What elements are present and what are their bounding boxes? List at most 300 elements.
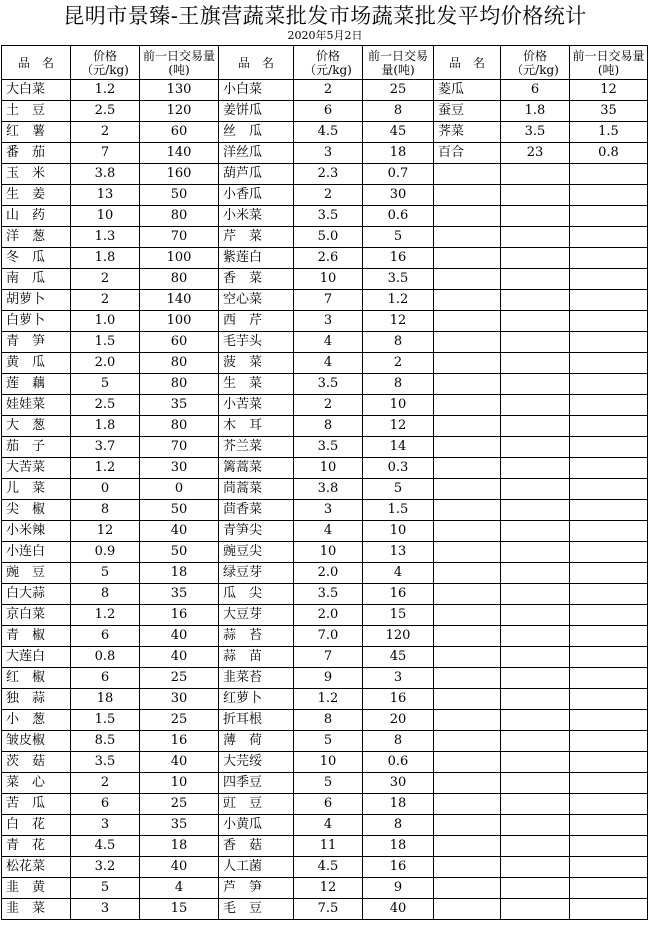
- cell-name: 洋丝瓜: [219, 143, 294, 164]
- cell-price: 1.2: [71, 458, 140, 479]
- table-row: [2, 689, 648, 710]
- cell-name: 木 耳: [219, 416, 294, 437]
- cell-price: [501, 878, 570, 899]
- table-row: [2, 416, 648, 437]
- cell-price: [501, 794, 570, 815]
- cell-price: 5: [71, 563, 140, 584]
- cell-volume: [570, 332, 648, 353]
- cell-price: [501, 479, 570, 500]
- cell-price: 1.8: [71, 248, 140, 269]
- cell-name: 蚕豆: [434, 101, 501, 122]
- cell-name: 丝 瓜: [219, 122, 294, 143]
- cell-name: [434, 626, 501, 647]
- cell-name: [434, 731, 501, 752]
- table-row: [2, 374, 648, 395]
- cell-volume: 60: [140, 332, 219, 353]
- cell-volume: [570, 185, 648, 206]
- cell-name: [434, 584, 501, 605]
- header-name-3: 品 名: [434, 46, 501, 80]
- cell-price: 2.5: [71, 101, 140, 122]
- cell-price: 1.3: [71, 227, 140, 248]
- cell-volume: 16: [140, 605, 219, 626]
- cell-name: 韭 黄: [2, 878, 71, 899]
- cell-name: 豌 豆: [2, 563, 71, 584]
- cell-price: 3.5: [501, 122, 570, 143]
- table-row: [2, 269, 648, 290]
- cell-price: 8.5: [71, 731, 140, 752]
- cell-volume: [570, 773, 648, 794]
- cell-price: [501, 626, 570, 647]
- table-row: [2, 731, 648, 752]
- cell-name: [434, 542, 501, 563]
- cell-price: 1.8: [71, 416, 140, 437]
- cell-name: 小白菜: [219, 80, 294, 101]
- cell-name: 姜饼瓜: [219, 101, 294, 122]
- cell-price: 4.5: [294, 857, 363, 878]
- cell-name: 折耳根: [219, 710, 294, 731]
- table-row: [2, 668, 648, 689]
- cell-price: 3.5: [71, 752, 140, 773]
- cell-price: [501, 248, 570, 269]
- cell-price: 12: [294, 878, 363, 899]
- cell-name: [434, 164, 501, 185]
- cell-name: 青笋尖: [219, 521, 294, 542]
- table-row: [2, 248, 648, 269]
- cell-name: 小连白: [2, 542, 71, 563]
- cell-price: [501, 605, 570, 626]
- cell-price: 2: [294, 185, 363, 206]
- cell-volume: 16: [363, 689, 434, 710]
- cell-volume: 16: [363, 584, 434, 605]
- cell-name: 土 豆: [2, 101, 71, 122]
- cell-price: 7.5: [294, 899, 363, 920]
- cell-volume: [570, 899, 648, 920]
- cell-volume: 10: [363, 395, 434, 416]
- cell-price: [501, 374, 570, 395]
- cell-volume: 12: [570, 80, 648, 101]
- table-row: [2, 290, 648, 311]
- cell-name: 洋 葱: [2, 227, 71, 248]
- cell-volume: [570, 458, 648, 479]
- cell-price: [501, 206, 570, 227]
- cell-name: 薄 荷: [219, 731, 294, 752]
- price-table: [1, 45, 648, 920]
- cell-name: 豌豆尖: [219, 542, 294, 563]
- cell-price: [501, 311, 570, 332]
- cell-price: 3: [71, 899, 140, 920]
- cell-name: 生 姜: [2, 185, 71, 206]
- cell-price: 2: [71, 122, 140, 143]
- cell-name: [434, 752, 501, 773]
- cell-volume: [570, 500, 648, 521]
- cell-volume: 16: [363, 248, 434, 269]
- cell-price: [501, 689, 570, 710]
- table-row: [2, 185, 648, 206]
- cell-price: 3.8: [294, 479, 363, 500]
- cell-volume: 12: [363, 311, 434, 332]
- cell-volume: 20: [363, 710, 434, 731]
- header-volume-1: 前一日交易量(吨): [140, 46, 219, 80]
- cell-volume: 140: [140, 290, 219, 311]
- cell-name: [434, 248, 501, 269]
- cell-name: [434, 290, 501, 311]
- cell-name: 松花菜: [2, 857, 71, 878]
- table-row: [2, 143, 648, 164]
- cell-name: 白萝卜: [2, 311, 71, 332]
- cell-volume: 45: [363, 647, 434, 668]
- cell-price: 13: [71, 185, 140, 206]
- cell-price: [501, 710, 570, 731]
- cell-volume: 70: [140, 227, 219, 248]
- cell-volume: [570, 647, 648, 668]
- cell-volume: [570, 248, 648, 269]
- table-row: [2, 794, 648, 815]
- cell-price: [501, 542, 570, 563]
- cell-price: [501, 290, 570, 311]
- cell-price: 6: [71, 668, 140, 689]
- cell-price: 6: [71, 794, 140, 815]
- cell-name: 毛 豆: [219, 899, 294, 920]
- cell-name: 芥兰菜: [219, 437, 294, 458]
- cell-volume: [570, 689, 648, 710]
- cell-volume: 5: [363, 479, 434, 500]
- cell-volume: 35: [570, 101, 648, 122]
- cell-volume: [570, 626, 648, 647]
- cell-price: [501, 353, 570, 374]
- cell-name: 玉 米: [2, 164, 71, 185]
- cell-volume: 50: [140, 542, 219, 563]
- cell-volume: [570, 290, 648, 311]
- cell-price: 8: [71, 584, 140, 605]
- cell-price: 3.5: [294, 584, 363, 605]
- cell-volume: 50: [140, 500, 219, 521]
- cell-volume: 100: [140, 311, 219, 332]
- cell-name: [434, 521, 501, 542]
- cell-name: 香 菜: [219, 269, 294, 290]
- cell-volume: [570, 878, 648, 899]
- table-row: [2, 542, 648, 563]
- cell-name: 香 菇: [219, 836, 294, 857]
- cell-volume: 30: [140, 458, 219, 479]
- cell-volume: 13: [363, 542, 434, 563]
- cell-name: [434, 437, 501, 458]
- cell-volume: 0.7: [363, 164, 434, 185]
- cell-volume: 25: [140, 794, 219, 815]
- cell-volume: 0.3: [363, 458, 434, 479]
- cell-volume: 120: [363, 626, 434, 647]
- cell-name: 菱瓜: [434, 80, 501, 101]
- cell-name: 小米菜: [219, 206, 294, 227]
- cell-price: 5.0: [294, 227, 363, 248]
- cell-volume: 80: [140, 269, 219, 290]
- cell-price: [501, 227, 570, 248]
- table-row: [2, 647, 648, 668]
- cell-volume: 40: [140, 647, 219, 668]
- cell-name: [434, 878, 501, 899]
- cell-volume: 80: [140, 353, 219, 374]
- table-row: [2, 227, 648, 248]
- cell-price: 5: [294, 731, 363, 752]
- cell-name: [434, 689, 501, 710]
- cell-name: 红 薯: [2, 122, 71, 143]
- cell-volume: [570, 479, 648, 500]
- cell-volume: 18: [140, 563, 219, 584]
- cell-volume: 14: [363, 437, 434, 458]
- cell-price: 3.5: [294, 206, 363, 227]
- table-row: [2, 773, 648, 794]
- cell-price: [501, 584, 570, 605]
- page-title: 昆明市景臻-王旗营蔬菜批发市场蔬菜批发平均价格统计: [63, 4, 587, 28]
- cell-name: 瓜 尖: [219, 584, 294, 605]
- cell-volume: 3.5: [363, 269, 434, 290]
- cell-volume: 35: [140, 584, 219, 605]
- cell-volume: 80: [140, 374, 219, 395]
- cell-price: 18: [71, 689, 140, 710]
- cell-name: 京白菜: [2, 605, 71, 626]
- cell-name: 茨 菇: [2, 752, 71, 773]
- cell-volume: [570, 731, 648, 752]
- cell-name: [434, 899, 501, 920]
- cell-price: 2.6: [294, 248, 363, 269]
- cell-price: 5: [71, 878, 140, 899]
- cell-price: 2.0: [294, 563, 363, 584]
- cell-price: [501, 815, 570, 836]
- cell-name: 黄 瓜: [2, 353, 71, 374]
- cell-volume: 8: [363, 101, 434, 122]
- table-row: [2, 437, 648, 458]
- cell-name: [434, 857, 501, 878]
- cell-name: 茼蒿菜: [219, 479, 294, 500]
- header-price-1: 价格（元/kg): [71, 46, 140, 80]
- cell-name: 大莲白: [2, 647, 71, 668]
- cell-volume: 18: [363, 836, 434, 857]
- cell-volume: 40: [140, 626, 219, 647]
- cell-volume: 4: [140, 878, 219, 899]
- cell-price: 9: [294, 668, 363, 689]
- cell-name: [434, 374, 501, 395]
- cell-volume: [570, 563, 648, 584]
- cell-price: [501, 185, 570, 206]
- cell-price: 3: [294, 143, 363, 164]
- cell-volume: 2: [363, 353, 434, 374]
- cell-name: [434, 815, 501, 836]
- cell-price: 3: [294, 500, 363, 521]
- cell-volume: 3: [363, 668, 434, 689]
- cell-price: 3.5: [294, 374, 363, 395]
- cell-volume: 10: [363, 521, 434, 542]
- cell-price: 1.2: [294, 689, 363, 710]
- cell-name: 韭菜苔: [219, 668, 294, 689]
- table-row: [2, 500, 648, 521]
- cell-volume: [570, 206, 648, 227]
- cell-name: 小 葱: [2, 710, 71, 731]
- cell-volume: 130: [140, 80, 219, 101]
- cell-name: 青 椒: [2, 626, 71, 647]
- cell-name: 茄 子: [2, 437, 71, 458]
- cell-volume: [570, 374, 648, 395]
- cell-name: 尖 椒: [2, 500, 71, 521]
- table-row: [2, 164, 648, 185]
- cell-price: [501, 416, 570, 437]
- cell-name: [434, 773, 501, 794]
- table-row: [2, 878, 648, 899]
- table-row: [2, 584, 648, 605]
- cell-price: 6: [501, 80, 570, 101]
- cell-name: [434, 395, 501, 416]
- cell-name: [434, 458, 501, 479]
- cell-name: 空心菜: [219, 290, 294, 311]
- table-row: [2, 353, 648, 374]
- cell-price: [501, 857, 570, 878]
- cell-volume: 25: [363, 80, 434, 101]
- cell-price: 4.5: [71, 836, 140, 857]
- cell-volume: 8: [363, 815, 434, 836]
- cell-price: 1.8: [501, 101, 570, 122]
- cell-volume: [570, 542, 648, 563]
- cell-volume: [570, 437, 648, 458]
- cell-name: [434, 227, 501, 248]
- cell-volume: [570, 836, 648, 857]
- cell-volume: 1.2: [363, 290, 434, 311]
- cell-volume: 160: [140, 164, 219, 185]
- cell-name: 白大蒜: [2, 584, 71, 605]
- cell-name: 韭 菜: [2, 899, 71, 920]
- table-row: [2, 815, 648, 836]
- cell-name: 芦 笋: [219, 878, 294, 899]
- cell-price: 23: [501, 143, 570, 164]
- cell-name: 百合: [434, 143, 501, 164]
- cell-price: 10: [294, 752, 363, 773]
- cell-price: 3.5: [294, 437, 363, 458]
- cell-name: [434, 710, 501, 731]
- cell-volume: 30: [363, 185, 434, 206]
- cell-name: 娃娃菜: [2, 395, 71, 416]
- cell-price: 7.0: [294, 626, 363, 647]
- cell-volume: 80: [140, 416, 219, 437]
- cell-price: 11: [294, 836, 363, 857]
- cell-price: 5: [294, 773, 363, 794]
- cell-volume: 30: [363, 773, 434, 794]
- table-row: [2, 332, 648, 353]
- header-price-3: 价格（元/kg): [501, 46, 570, 80]
- cell-name: 大白菜: [2, 80, 71, 101]
- cell-price: 2: [71, 269, 140, 290]
- cell-price: 4.5: [294, 122, 363, 143]
- cell-price: 1.0: [71, 311, 140, 332]
- cell-name: 豇 豆: [219, 794, 294, 815]
- header-name-1: 品 名: [2, 46, 71, 80]
- cell-price: 10: [71, 206, 140, 227]
- header-row: [2, 46, 648, 80]
- cell-name: [434, 500, 501, 521]
- cell-volume: 40: [140, 752, 219, 773]
- table-body: [2, 46, 648, 920]
- cell-name: 独 蒜: [2, 689, 71, 710]
- cell-volume: [570, 710, 648, 731]
- cell-name: 小香瓜: [219, 185, 294, 206]
- cell-volume: 25: [140, 668, 219, 689]
- cell-price: 4: [294, 332, 363, 353]
- cell-volume: 140: [140, 143, 219, 164]
- cell-name: 西 芹: [219, 311, 294, 332]
- cell-volume: [570, 521, 648, 542]
- cell-name: 葫芦瓜: [219, 164, 294, 185]
- cell-name: [434, 479, 501, 500]
- cell-volume: 12: [363, 416, 434, 437]
- cell-price: [501, 269, 570, 290]
- cell-name: 蒜 苗: [219, 647, 294, 668]
- cell-price: 4: [294, 815, 363, 836]
- cell-name: 大豆芽: [219, 605, 294, 626]
- cell-volume: 40: [140, 521, 219, 542]
- cell-volume: 0.8: [570, 143, 648, 164]
- cell-name: 山 药: [2, 206, 71, 227]
- cell-volume: 1.5: [570, 122, 648, 143]
- cell-volume: 35: [140, 395, 219, 416]
- cell-price: [501, 773, 570, 794]
- header-volume-3: 前一日交易量(吨): [570, 46, 648, 80]
- header-name-2: 品 名: [219, 46, 294, 80]
- cell-price: [501, 437, 570, 458]
- report-date: 2020年5月2日: [287, 29, 363, 42]
- cell-price: 3.7: [71, 437, 140, 458]
- cell-name: 芹 菜: [219, 227, 294, 248]
- header-price-2: 价格（元/kg): [294, 46, 363, 80]
- cell-price: [501, 563, 570, 584]
- cell-name: 胡萝卜: [2, 290, 71, 311]
- cell-volume: 16: [140, 731, 219, 752]
- cell-price: [501, 164, 570, 185]
- cell-name: 大芫绥: [219, 752, 294, 773]
- cell-volume: [570, 416, 648, 437]
- cell-name: [434, 836, 501, 857]
- cell-price: 6: [294, 101, 363, 122]
- cell-price: 6: [71, 626, 140, 647]
- cell-volume: 18: [140, 836, 219, 857]
- table-row: [2, 395, 648, 416]
- cell-name: 冬 瓜: [2, 248, 71, 269]
- cell-name: 绿豆芽: [219, 563, 294, 584]
- cell-volume: [570, 857, 648, 878]
- cell-volume: [570, 395, 648, 416]
- cell-name: 荠菜: [434, 122, 501, 143]
- cell-price: [501, 668, 570, 689]
- header-volume-2: 前一日交易量(吨): [363, 46, 434, 80]
- table-row: [2, 752, 648, 773]
- cell-price: [501, 752, 570, 773]
- cell-volume: 10: [140, 773, 219, 794]
- cell-price: 2: [294, 395, 363, 416]
- cell-price: [501, 731, 570, 752]
- cell-volume: 40: [363, 899, 434, 920]
- cell-name: [434, 332, 501, 353]
- cell-name: 菠 菜: [219, 353, 294, 374]
- cell-volume: 1.5: [363, 500, 434, 521]
- cell-name: 茴香菜: [219, 500, 294, 521]
- cell-name: [434, 605, 501, 626]
- cell-volume: [570, 584, 648, 605]
- cell-price: 2.5: [71, 395, 140, 416]
- cell-price: 7: [71, 143, 140, 164]
- cell-volume: 15: [363, 605, 434, 626]
- cell-price: 8: [294, 416, 363, 437]
- cell-price: 7: [294, 647, 363, 668]
- cell-price: 2.3: [294, 164, 363, 185]
- cell-name: 青 笋: [2, 332, 71, 353]
- cell-volume: 18: [363, 143, 434, 164]
- cell-volume: 8: [363, 332, 434, 353]
- cell-price: [501, 521, 570, 542]
